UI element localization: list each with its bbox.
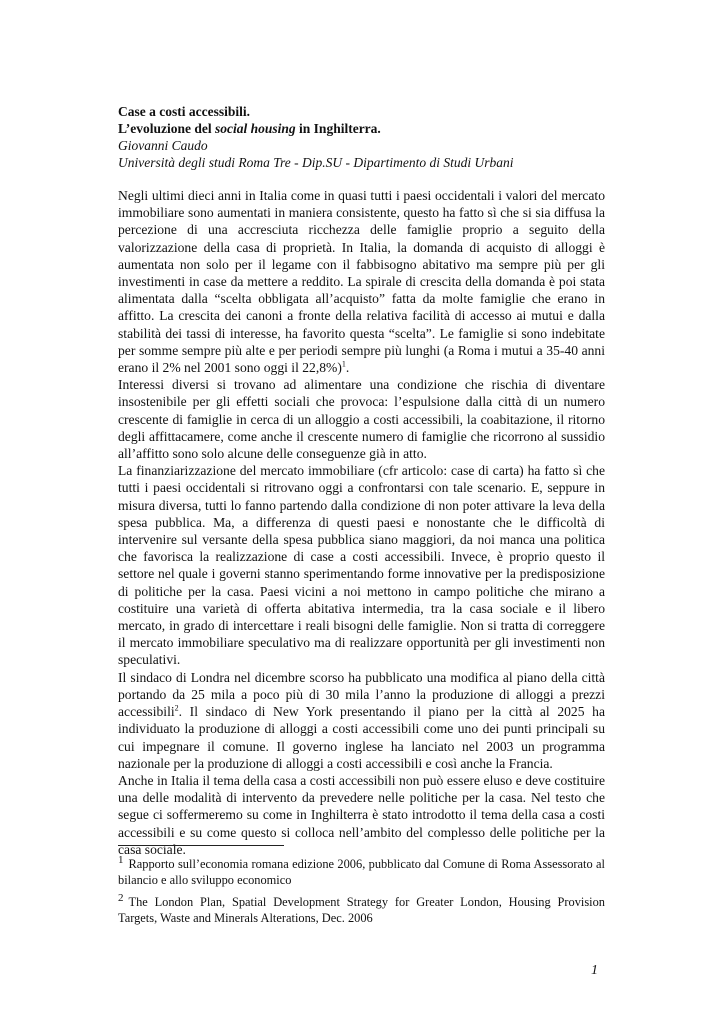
title-line-1: Case a costi accessibili.: [118, 104, 250, 119]
paragraph-4-text: Il sindaco di Londra nel dicembre scorso ha pubblicato una modifica al piano della città portando da 25 mila a poco più di 30 mila l’anno la produzione di alloggi a prezzi accessibili: [118, 669, 605, 720]
footnote-2: [118, 890, 605, 926]
footnote-ref-2[interactable]: 2: [174, 703, 179, 713]
paragraph-1: [118, 187, 605, 376]
footnote-2-number: 2: [118, 892, 124, 905]
title-line-2-italic: social housing: [215, 121, 296, 136]
paragraph-3: La finanziarizzazione del mercato immobiliare (cfr articolo: case di carta) ha fatto sì che tutti i paesi occidentali si ritrovano oggi a confrontarsi con tale scenario. E, seppure in misura diversa, tutti lo fanno partendo dalla condizione di non poter attivare la leva della spesa pubblica. Ma, a differenza di questi paesi e nonostante che le difficoltà di intervenire sul versante della spesa pubblica siano maggiori, da noi manca una politica che favorisca la realizzazione di case a costi accessibili. Invece, è proprio questo il settore nel quale i governi stanno sperimentando forme innovative per la predisposizione di politiche per la casa. Paesi vicini a noi mettono in campo politiche che mirano a costituire una varietà di offerta abitativa intermedia, tra la casa sociale e il libero mercato, in grado di intercettare i reali bisogni delle famiglie. Non si tratta di correggere il mercato immobiliare speculativo ma di realizzare opportunità per gli investimenti non speculativi.: [118, 463, 605, 668]
footnote-separator: [118, 845, 284, 846]
article-header: [118, 103, 605, 171]
paragraph-1-end: .: [345, 360, 350, 376]
footnotes: [118, 852, 605, 928]
title-line-2: [118, 120, 605, 137]
document-page: [118, 103, 605, 858]
footnote-1: [118, 852, 605, 888]
footnote-1-text: Rapporto sull’economia romana edizione 2006, pubblicato dal Comune di Roma Assessorato al bilancio e allo sviluppo economico: [118, 857, 605, 888]
paragraph-5: Anche in Italia il tema della casa a costi accessibili non può essere eluso e deve costituire una delle modalità di intervento da prevedere nelle politiche per la casa. Nel testo che segue ci soffermeremo su come in Inghilterra è stato introdotto il tema della casa a costi accessibili e su come questo si colloca nell’ambito del complesso delle politiche per la casa sociale.: [118, 772, 605, 857]
author: Giovanni Caudo: [118, 138, 208, 153]
footnote-2-text: The London Plan, Spatial Development Strategy for Greater London, Housing Provision Targets, Waste and Minerals Alterations, Dec. 2006: [118, 895, 605, 926]
footnote-ref-1[interactable]: 1: [341, 359, 346, 369]
title-line-2-pre: L’evoluzione del: [118, 121, 216, 136]
paragraph-4-end: . Il sindaco di New York presentando il piano per la città al 2025 ha individuato la produzione di alloggi a costi accessibili come uno dei punti principali su cui impegnare il comune. Il governo inglese ha lanciato nel 2003 un programma nazionale per la produzione di alloggi a costi accessibili e così anche la Francia.: [118, 704, 605, 771]
article-body: [118, 187, 605, 858]
footnote-1-number: 1: [118, 854, 124, 866]
title-line-2-post: in Inghilterra.: [295, 121, 381, 136]
paragraph-4: [118, 669, 605, 772]
page-number: 1: [591, 963, 598, 978]
affiliation: Università degli studi Roma Tre - Dip.SU - Dipartimento di Studi Urbani: [118, 155, 514, 170]
paragraph-1-text: Negli ultimi dieci anni in Italia come in quasi tutti i paesi occidentali i valori del mercato immobiliare sono aumentati in maniera consistente, questo ha fatto sì che si sia diffusa la percezione di una accresciuta ricchezza delle famiglie proprio a seguito della valorizzazione della casa di proprietà. In Italia, la domanda di acquisto di alloggi è aumentata non solo per il legame con il fabbisogno abitativo ma sempre più per gli investimenti in case da mettere a reddito. La spirale di crescita della domanda è poi stata alimentata dalla “scelta obbligata all’acquisto” fatta da molte famiglie che erano in affitto. La crescita dei canoni a fronte della relativa facilità di accesso ai mutui e dalla stabilità dei tassi di interesse, ha favorito questa “scelta”. Le famiglie si sono indebitate per somme sempre più alte e per periodi sempre più lunghi (a Roma i mutui a 35-40 anni erano il 2% nel 2001 sono oggi il 22,8%): [118, 188, 605, 376]
paragraph-2: Interessi diversi si trovano ad alimentare una condizione che rischia di diventare insostenibile per gli effetti sociali che provoca: l’espulsione dalla città di un numero crescente di famiglie in cerca di un alloggio a costi accessibili, la coabitazione, il ritorno degli affittacamere, come anche il crescente numero di famiglie che ricorrono al sussidio all’affitto sono solo alcune delle conseguenze già in atto.: [118, 377, 605, 462]
